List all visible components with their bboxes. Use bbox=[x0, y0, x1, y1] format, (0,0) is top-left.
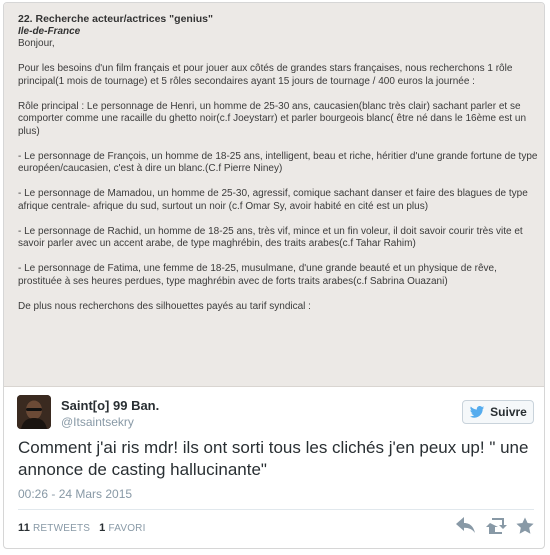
retweets-label[interactable]: RETWEETS bbox=[33, 523, 91, 534]
announcement-paragraph: - Le personnage de Fatima, une femme de 18-25, musulmane, d'une grande beauté et un physique de rêve, prostituée à ses heures perdues, type maghrébin avec de forts traits arabes(c.f Sabrina Ouazani) bbox=[18, 263, 497, 287]
favorites-label[interactable]: FAVORI bbox=[108, 523, 146, 534]
retweet-icon[interactable] bbox=[486, 517, 506, 535]
tweet-timestamp[interactable]: 00:26 - 24 Mars 2015 bbox=[18, 487, 133, 501]
divider bbox=[18, 509, 534, 510]
reply-icon[interactable] bbox=[456, 517, 476, 535]
favorites-count[interactable]: 1 bbox=[99, 522, 106, 534]
follow-button[interactable] bbox=[462, 400, 534, 424]
tweet-card bbox=[3, 2, 545, 549]
attached-image[interactable] bbox=[4, 3, 544, 387]
user-avatar[interactable] bbox=[17, 395, 51, 429]
favorite-icon[interactable] bbox=[516, 517, 536, 535]
announcement-greeting: Bonjour, bbox=[18, 38, 55, 49]
announcement-paragraph: Rôle principal : Le personnage de Henri, un homme de 25-30 ans, caucasien(blanc très clair) sachant parler et se comporter comme une racaille du ghetto noir(c.f Joeystarr) et parler bourgeois blanc( être né dans le 16ème est un plus) bbox=[18, 100, 527, 137]
announcement-title: 22. Recherche acteur/actrices "genius" bbox=[18, 13, 213, 25]
follow-label: Suivre bbox=[490, 405, 527, 419]
announcement-paragraph: - Le personnage de Mamadou, un homme de 25-30, agressif, comique sachant danser et faire des blagues de type afrique centrale- afrique du sud, surtout un noir (c.f Omar Sy, avoir habité en cité est un plus) bbox=[18, 188, 528, 212]
tweet-stats bbox=[18, 522, 146, 534]
announcement-region: Ile-de-France bbox=[18, 25, 81, 37]
announcement-paragraph: - Le personnage de Rachid, un homme de 18-25 ans, très vif, mince et un fin voleur, il doit savoir courir très vite et savoir parler avec un accent arabe, de type maghrébin, des traits arabes(c.f Tahar Rahim) bbox=[18, 225, 523, 249]
author-name[interactable]: Saint[o] 99 Ban. bbox=[61, 398, 160, 413]
twitter-bird-icon bbox=[469, 406, 485, 418]
casting-announcement bbox=[18, 13, 542, 313]
tweet-text: Comment j'ai ris mdr! ils ont sorti tous les clichés j'en peux up! " une annonce de casting hallucinante" bbox=[18, 438, 529, 479]
announcement-paragraph: Pour les besoins d'un film français et pour jouer aux côtés de grandes stars françaises, nous recherchons 1 rôle principal(1 mois de tournage) et 5 rôles secondaires ayant 15 jours de tournage / 400 euros la journée : bbox=[18, 63, 513, 87]
announcement-paragraph: De plus nous recherchons des silhouettes payés au tarif syndical : bbox=[18, 300, 311, 312]
announcement-paragraph: - Le personnage de François, un homme de 18-25 ans, intelligent, beau et riche, héritier d'une grande fortune de type européen/caucasien, c'est à dire un blanc.(C.f Pierre Niney) bbox=[18, 150, 538, 174]
author-handle[interactable]: @Itsaintsekry bbox=[61, 415, 134, 429]
tweet-actions bbox=[456, 517, 536, 535]
retweets-count[interactable]: 11 bbox=[18, 522, 31, 534]
